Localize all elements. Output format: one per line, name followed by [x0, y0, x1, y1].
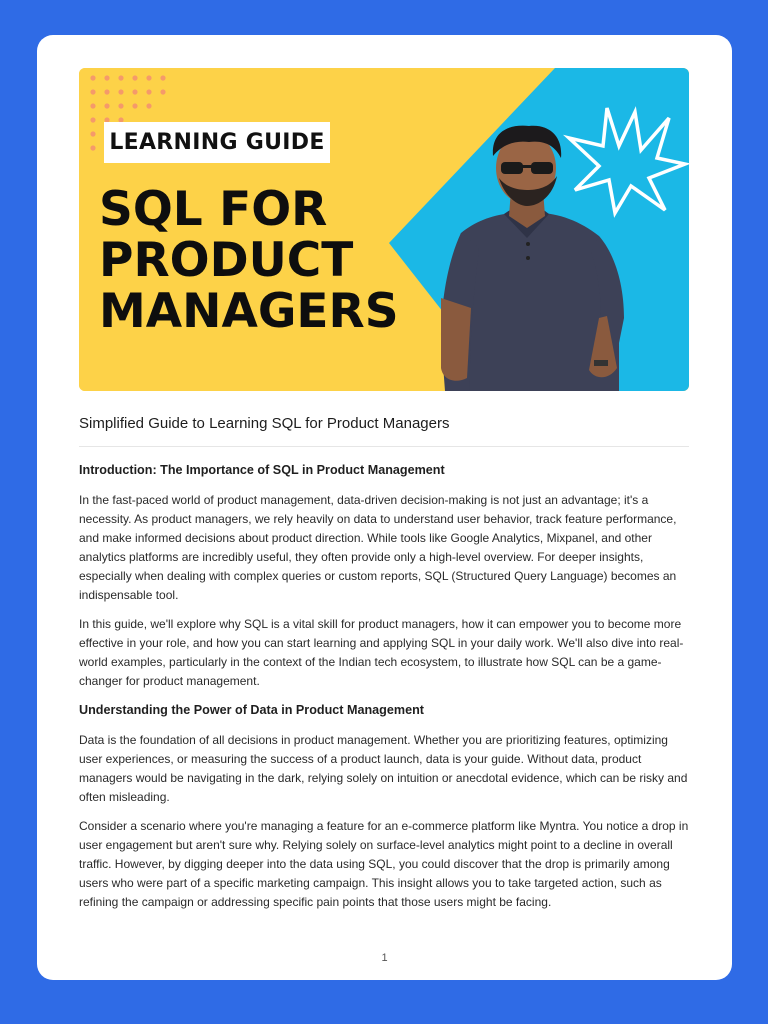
section-heading: Introduction: The Importance of SQL in Product Management	[79, 463, 445, 477]
document-page	[37, 35, 732, 980]
section-heading: Understanding the Power of Data in Product Management	[79, 703, 424, 717]
learning-guide-tag: LEARNING GUIDE	[104, 122, 330, 163]
banner-title	[99, 184, 459, 337]
paragraph: Consider a scenario where you're managing a feature for an e-commerce platform like Myntra. You notice a drop in user engagement but aren't sure why. Relying solely on surface-level analytics might point to a decline in overall traffic. However, by digging deeper into the data using SQL, you could discover that the drop is primarily among users who were part of a specific marketing campaign. This insight allows you to take targeted action, such as refining the campaign or addressing specific pain points that those users might be facing.	[79, 819, 689, 909]
banner-title-line: MANAGERS	[99, 284, 399, 339]
document-title: Simplified Guide to Learning SQL for Product Managers	[79, 415, 450, 432]
banner-title-line: PRODUCT	[99, 233, 354, 288]
divider	[79, 446, 689, 447]
cover-banner	[79, 68, 689, 391]
page-number: 1	[381, 952, 388, 964]
paragraph: In the fast-paced world of product management, data-driven decision-making is not just an advantage; it's a necessity. As product managers, we rely heavily on data to understand user behavior, track feature performance, and make informed decisions about product direction. While tools like Google Analytics, Mixpanel, and other analytics platforms are incredibly useful, they often provide only a high-level overview. For deeper insights, especially when dealing with complex queries or custom reports, SQL (Structured Query Language) becomes an indispensable tool.	[79, 493, 677, 602]
paragraph: In this guide, we'll explore why SQL is a vital skill for product managers, how it can empower you to become more effective in your role, and how you can start learning and applying SQL in your daily work. We'll also dive into real-world examples, particularly in the context of the Indian tech ecosystem, to illustrate how SQL can be a game-changer for product management.	[79, 617, 684, 688]
paragraph: Data is the foundation of all decisions in product management. Whether you are prioritizing features, optimizing user experiences, or measuring the success of a product launch, data is your guide. Without data, product managers would be navigating in the dark, relying solely on intuition or anecdotal evidence, which can be risky and often misleading.	[79, 733, 688, 804]
document-body	[79, 461, 691, 922]
banner-title-line: SQL FOR	[99, 182, 328, 237]
